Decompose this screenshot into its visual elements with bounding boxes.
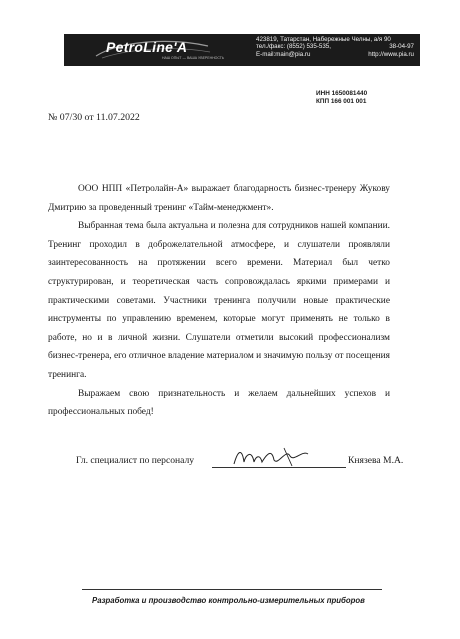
inn-number: ИНН 1650081440 <box>316 90 368 97</box>
signature-scribble-icon <box>228 444 328 470</box>
footer-tagline: Разработка и производство контрольно-измерительных приборов <box>92 596 365 605</box>
company-slogan: НАШ ОПЫТ — ВАША УВЕРЕННОСТЬ <box>162 56 225 60</box>
company-phone-extra: 38-04-97 <box>389 43 414 51</box>
tax-ids <box>316 90 367 106</box>
letter-body <box>48 180 390 422</box>
signatory-name: Князева М.А. <box>348 455 404 466</box>
company-address: 423819, Татарстан, Набережные Челны, а/я 90 <box>256 36 391 43</box>
company-phone: тел./факс: (8552) 535-535, <box>256 43 331 51</box>
contact-block <box>256 36 414 58</box>
paragraph: Выражаем свою признательность и желаем дальнейших успехов и профессиональных побед! <box>48 388 390 418</box>
signatory-role: Гл. специалист по персоналу <box>76 455 195 466</box>
footer-divider <box>82 589 382 590</box>
paragraph: Выбранная тема была актуальна и полезна для сотрудников нашей компании. Тренинг проходил в доброжелательной атмосфере, и слушатели проявляли заинтересованность на протяжении всего времени. Материал был четко структурирован, и теоретическая часть сопровождалась яркими примерами и практическими советами. Участники тренинга получили новые практические инструменты по управлению временем, которые могут применять не только в работе, но и в личной жизни. Слушатели отметили высокий профессионализм бизнес-тренера, его отличное владение материалом и значимую пользу от посещения тренинга. <box>48 221 390 380</box>
signature-block <box>76 452 404 474</box>
paragraph: ООО НПП «Петролайн-А» выражает благодарность бизнес-тренеру Жукову Дмитрию за проведенный тренинг «Тайм-менеджмент». <box>48 184 390 213</box>
document-number: № 07/30 от 11.07.2022 <box>48 112 140 123</box>
company-email: E-mail:main@pia.ru <box>256 50 311 58</box>
letterhead <box>64 34 420 66</box>
company-website: http://www.pia.ru <box>368 50 414 58</box>
kpp-number: КПП 166 001 001 <box>316 98 367 105</box>
company-logo: PetroLine'A <box>106 39 188 55</box>
